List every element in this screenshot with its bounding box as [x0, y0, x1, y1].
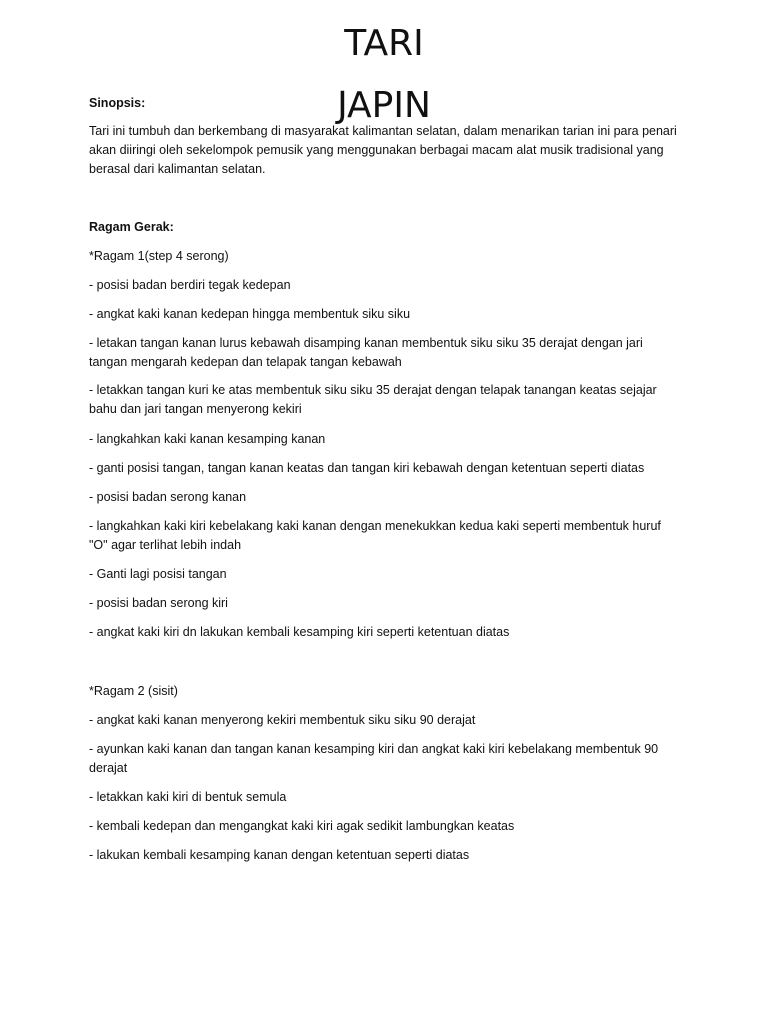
ragam1-item: - angkat kaki kanan kedepan hingga membentuk siku siku [89, 307, 411, 321]
ragam2-item: - angkat kaki kanan menyerong kekiri membentuk siku siku 90 derajat [89, 713, 476, 727]
ragam2-heading: *Ragam 2 (sisit) [89, 684, 178, 698]
ragam1-item: - posisi badan serong kanan [89, 490, 247, 504]
ragam2-item: - lakukan kembali kesamping kanan dengan ketentuan seperti diatas [89, 848, 470, 862]
ragam1-item: - posisi badan serong kiri [89, 596, 228, 610]
ragam1-item: - letakkan tangan kuri ke atas membentuk siku siku 35 derajat dengan telapak tanangan keatas sejajar bahu dan jari tangan menyerong kekiri [89, 383, 657, 416]
ragam1-item: - ganti posisi tangan, tangan kanan keatas dan tangan kiri kebawah dengan ketentuan seperti diatas [89, 461, 645, 475]
ragam2-item: - letakkan kaki kiri di bentuk semula [89, 790, 287, 804]
title-line-2: JAPIN [337, 85, 431, 126]
ragam1-item: - letakan tangan kanan lurus kebawah disamping kanan membentuk siku siku 35 derajat dengan jari tangan mengarah kedepan dan telapak tangan kebawah [89, 336, 643, 369]
ragam1-heading: *Ragam 1(step 4 serong) [89, 249, 229, 263]
ragam2-item: - kembali kedepan dan mengangkat kaki kiri agak sedikit lambungkan keatas [89, 819, 515, 833]
synopsis-heading: Sinopsis: [89, 96, 146, 110]
ragam1-item: - Ganti lagi posisi tangan [89, 567, 227, 581]
ragam1-item: - langkahkan kaki kanan kesamping kanan [89, 432, 326, 446]
ragam1-item: - posisi badan berdiri tegak kedepan [89, 278, 291, 292]
title-line-1: TARI [344, 23, 424, 64]
ragam1-item: - langkahkan kaki kiri kebelakang kaki kanan dengan menekukkan kedua kaki seperti membentuk huruf "O" agar terlihat lebih indah [89, 519, 661, 552]
ragam-gerak-heading: Ragam Gerak: [89, 220, 174, 234]
ragam1-item: - angkat kaki kiri dn lakukan kembali kesamping kiri seperti ketentuan diatas [89, 625, 510, 639]
ragam2-item: - ayunkan kaki kanan dan tangan kanan kesamping kiri dan angkat kaki kiri kebelakang membentuk 90 derajat [89, 742, 659, 775]
synopsis-text: Tari ini tumbuh dan berkembang di masyarakat kalimantan selatan, dalam menarikan tarian ini para penari akan diiringi oleh sekelompok pemusik yang menggunakan berbagai macam alat musik tradisional yang berasal dari kalimantan selatan. [89, 124, 677, 176]
